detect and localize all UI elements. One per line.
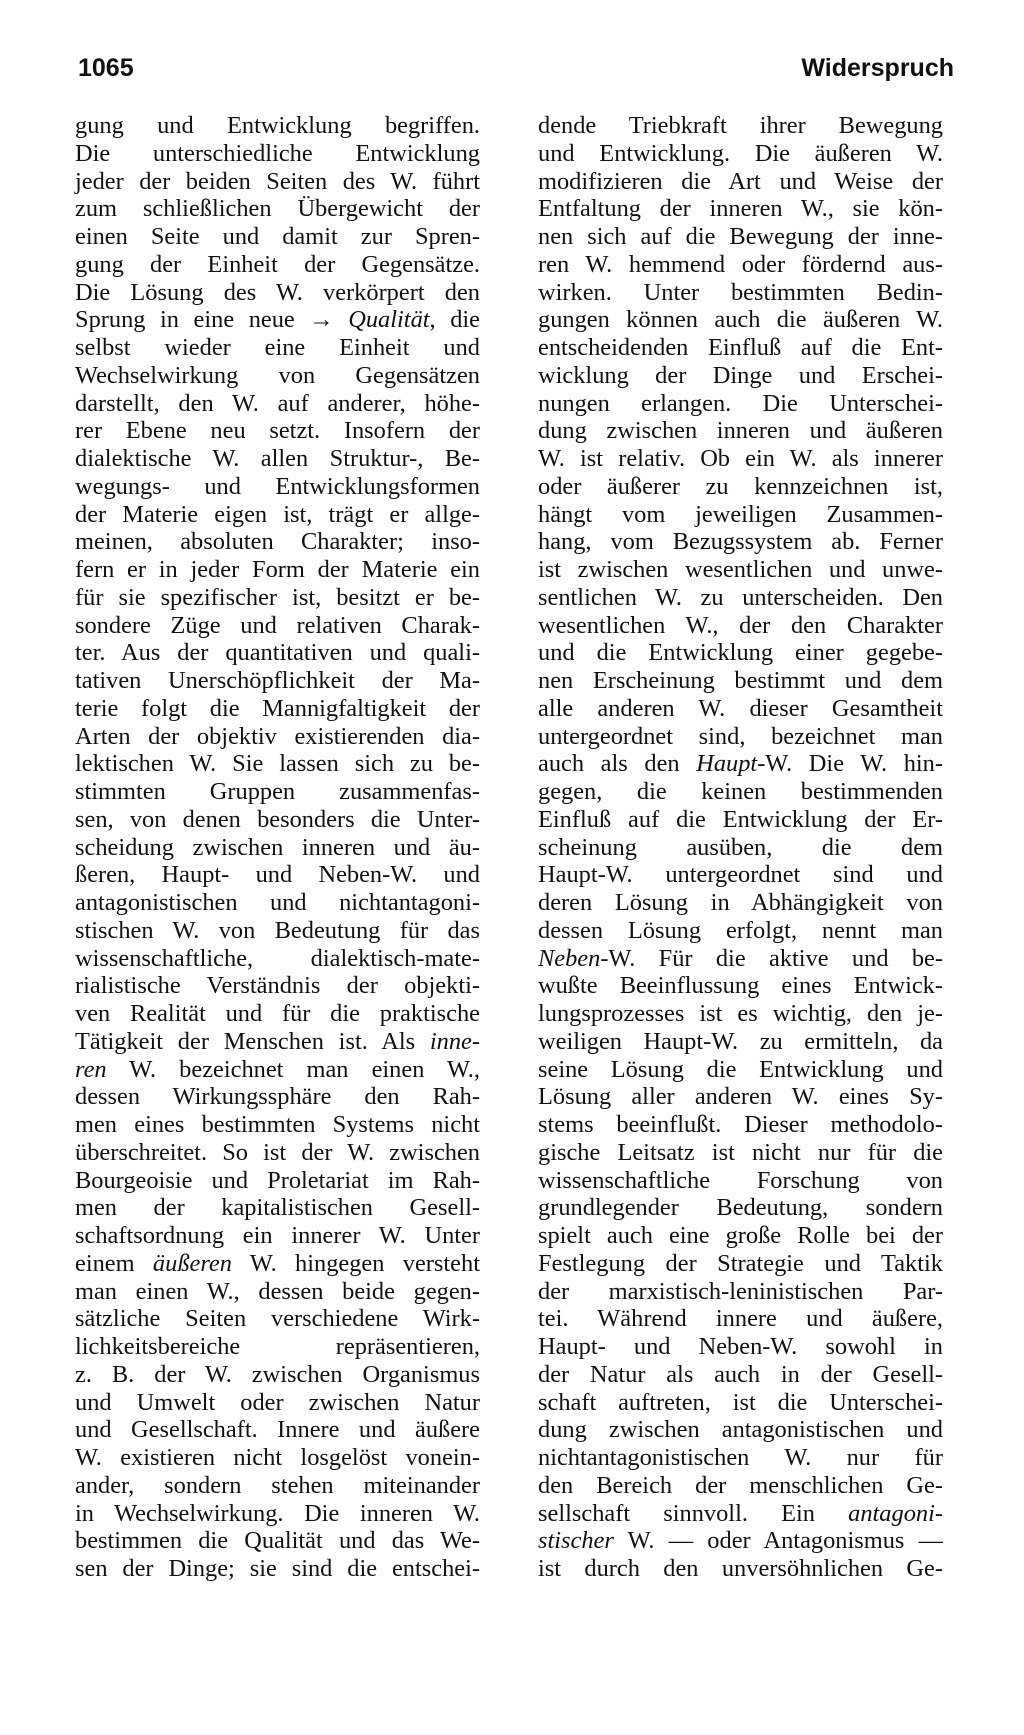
text-line: schaft auftreten, ist die Unterschei- (538, 1388, 943, 1416)
text-line: lungsprozesses ist es wichtig, den je- (538, 1000, 943, 1027)
text-line: men eines bestimmten Systems nicht (75, 1111, 480, 1138)
text-line: in Wechselwirkung. Die inneren W. (75, 1499, 480, 1527)
text-line: W. ist relativ. Ob ein W. als innerer (538, 445, 943, 472)
text-line: ßeren, Haupt- und Neben-W. und (75, 861, 480, 889)
text-line: nen sich auf die Bewegung der inne- (538, 223, 943, 250)
text-line: sentlichen W. zu unterscheiden. Den (538, 583, 943, 611)
text-line: wegungs- und Entwicklungsformen (75, 472, 480, 500)
text-line: antagonistischen und nichtantagoni- (75, 889, 480, 916)
text-line: und Umwelt oder zwischen Natur (75, 1388, 480, 1416)
text-line: Festlegung der Strategie und Taktik (538, 1249, 943, 1277)
text-line: weiligen Haupt-W. zu ermitteln, da (538, 1027, 943, 1055)
text-line: untergeordnet sind, bezeichnet man (538, 722, 943, 750)
text-line: dialektische W. allen Struktur-, Be- (75, 445, 480, 472)
text-line: gische Leitsatz ist nicht nur für die (538, 1138, 943, 1166)
text-line: ist durch den unversöhnlichen Ge- (538, 1555, 943, 1582)
text-line: der Materie eigen ist, trägt er allge- (75, 500, 480, 528)
text-line: rialistische Verständnis der objekti- (75, 972, 480, 1000)
text-line: rer Ebene neu setzt. Insofern der (75, 417, 480, 445)
text-line: meinen, absoluten Charakter; inso- (75, 528, 480, 556)
text-line: wissenschaftliche, dialektisch-mate- (75, 944, 480, 972)
text-line: Einfluß auf die Entwicklung der Er- (538, 805, 943, 833)
text-line: nen Erscheinung bestimmt und dem (538, 667, 943, 694)
text-line: gung der Einheit der Gegensätze. (75, 250, 480, 278)
text-line: zum schließlichen Übergewicht der (75, 195, 480, 223)
running-head: Widerspruch (801, 54, 954, 82)
text-line: wissenschaftliche Forschung von (538, 1166, 943, 1194)
text-line: und Gesellschaft. Innere und äußere (75, 1416, 480, 1444)
text-line: ist zwischen wesentlichen und unwe- (538, 556, 943, 583)
text-line: einem äußeren W. hingegen versteht (75, 1249, 480, 1277)
text-line: stischer W. — oder Antagonismus — (538, 1527, 943, 1555)
text-line: dende Triebkraft ihrer Bewegung (538, 112, 943, 139)
text-line: scheinung ausüben, die dem (538, 833, 943, 861)
text-line: Arten der objektiv existierenden dia- (75, 722, 480, 750)
text-line: und die Entwicklung einer gegebe- (538, 639, 943, 667)
text-line: stimmten Gruppen zusammenfas- (75, 778, 480, 805)
text-line: den Bereich der menschlichen Ge- (538, 1471, 943, 1499)
text-line: wicklung der Dinge und Erschei- (538, 361, 943, 389)
text-line: bestimmen die Qualität und das We- (75, 1527, 480, 1555)
text-line: sondere Züge und relativen Charak- (75, 611, 480, 639)
text-line: tei. Während innere und äußere, (538, 1305, 943, 1333)
text-line: Lösung aller anderen W. eines Sy- (538, 1083, 943, 1111)
text-line: auch als den Haupt-W. Die W. hin- (538, 750, 943, 778)
text-line: sellschaft sinnvoll. Ein antagoni- (538, 1499, 943, 1527)
text-line: darstellt, den W. auf anderer, höhe- (75, 389, 480, 417)
text-line: der marxistisch-leninistischen Par- (538, 1277, 943, 1305)
text-line: ren W. hemmend oder fördernd aus- (538, 250, 943, 278)
text-line: dessen Wirkungssphäre den Rah- (75, 1083, 480, 1111)
text-column-left (75, 112, 480, 1583)
text-line: grundlegender Bedeutung, sondern (538, 1194, 943, 1222)
text-line: lektischen W. Sie lassen sich zu be- (75, 750, 480, 778)
text-line: dung zwischen inneren und äußeren (538, 417, 943, 445)
text-line: jeder der beiden Seiten des W. führt (75, 167, 480, 195)
text-line: selbst wieder eine Einheit und (75, 334, 480, 361)
text-line: stems beeinflußt. Dieser methodolo- (538, 1111, 943, 1138)
text-line: W. existieren nicht losgelöst vonein- (75, 1444, 480, 1471)
text-line: hang, vom Bezugssystem ab. Ferner (538, 528, 943, 556)
text-line: alle anderen W. dieser Gesamtheit (538, 694, 943, 722)
text-line: stischen W. von Bedeutung für das (75, 916, 480, 944)
text-line: Wechselwirkung von Gegensätzen (75, 361, 480, 389)
text-line: entscheidenden Einfluß auf die Ent- (538, 334, 943, 361)
text-line: überschreitet. So ist der W. zwischen (75, 1138, 480, 1166)
text-line: modifizieren die Art und Weise der (538, 167, 943, 195)
text-line: Die Lösung des W. verkörpert den (75, 278, 480, 306)
text-line: gegen, die keinen bestimmenden (538, 778, 943, 805)
text-line: fern er in jeder Form der Materie ein (75, 556, 480, 583)
text-line: oder äußerer zu kennzeichnen ist, (538, 472, 943, 500)
text-line: z. B. der W. zwischen Organismus (75, 1360, 480, 1388)
text-line: dessen Lösung erfolgt, nennt man (538, 916, 943, 944)
page-header (78, 54, 954, 90)
text-line: dung zwischen antagonistischen und (538, 1416, 943, 1444)
text-line: der Natur als auch in der Gesell- (538, 1360, 943, 1388)
text-line: men der kapitalistischen Gesell- (75, 1194, 480, 1222)
text-line: spielt auch eine große Rolle bei der (538, 1222, 943, 1249)
text-line: wesentlichen W., der den Charakter (538, 611, 943, 639)
text-line: Tätigkeit der Menschen ist. Als inne- (75, 1027, 480, 1055)
text-line: Haupt- und Neben-W. sowohl in (538, 1333, 943, 1360)
text-line: ren W. bezeichnet man einen W., (75, 1055, 480, 1083)
text-line: lichkeitsbereiche repräsentieren, (75, 1333, 480, 1360)
text-line: Bourgeoisie und Proletariat im Rah- (75, 1166, 480, 1194)
text-line: terie folgt die Mannigfaltigkeit der (75, 694, 480, 722)
text-line: ter. Aus der quantitativen und quali- (75, 639, 480, 667)
text-line: deren Lösung in Abhängigkeit von (538, 889, 943, 916)
text-line: sen der Dinge; sie sind die entschei- (75, 1555, 480, 1582)
text-line: und Entwicklung. Die äußeren W. (538, 139, 943, 167)
text-line: seine Lösung die Entwicklung und (538, 1055, 943, 1083)
text-line: sen, von denen besonders die Unter- (75, 805, 480, 833)
text-line: schaftsordnung ein innerer W. Unter (75, 1222, 480, 1249)
text-line: Entfaltung der inneren W., sie kön- (538, 195, 943, 223)
text-line: wußte Beeinflussung eines Entwick- (538, 972, 943, 1000)
text-line: tativen Unerschöpflichkeit der Ma- (75, 667, 480, 694)
text-line: scheidung zwischen inneren und äu- (75, 833, 480, 861)
text-line: Haupt-W. untergeordnet sind und (538, 861, 943, 889)
text-line: ven Realität und für die praktische (75, 1000, 480, 1027)
text-line: wirken. Unter bestimmten Bedin- (538, 278, 943, 306)
text-line: gungen können auch die äußeren W. (538, 306, 943, 334)
text-line: für sie spezifischer ist, besitzt er be- (75, 583, 480, 611)
page-number: 1065 (78, 54, 134, 82)
text-line: nichtantagonistischen W. nur für (538, 1444, 943, 1471)
text-line: ander, sondern stehen miteinander (75, 1471, 480, 1499)
text-line: Neben-W. Für die aktive und be- (538, 944, 943, 972)
text-line: sätzliche Seiten verschiedene Wirk- (75, 1305, 480, 1333)
text-line: einen Seite und damit zur Spren- (75, 223, 480, 250)
text-line: man einen W., dessen beide gegen- (75, 1277, 480, 1305)
text-line: nungen erlangen. Die Unterschei- (538, 389, 943, 417)
text-column-right (538, 112, 943, 1583)
text-line: hängt vom jeweiligen Zusammen- (538, 500, 943, 528)
text-line: gung und Entwicklung begriffen. (75, 112, 480, 139)
text-line: Die unterschiedliche Entwicklung (75, 139, 480, 167)
text-line: Sprung in eine neue → Qualität, die (75, 306, 480, 334)
